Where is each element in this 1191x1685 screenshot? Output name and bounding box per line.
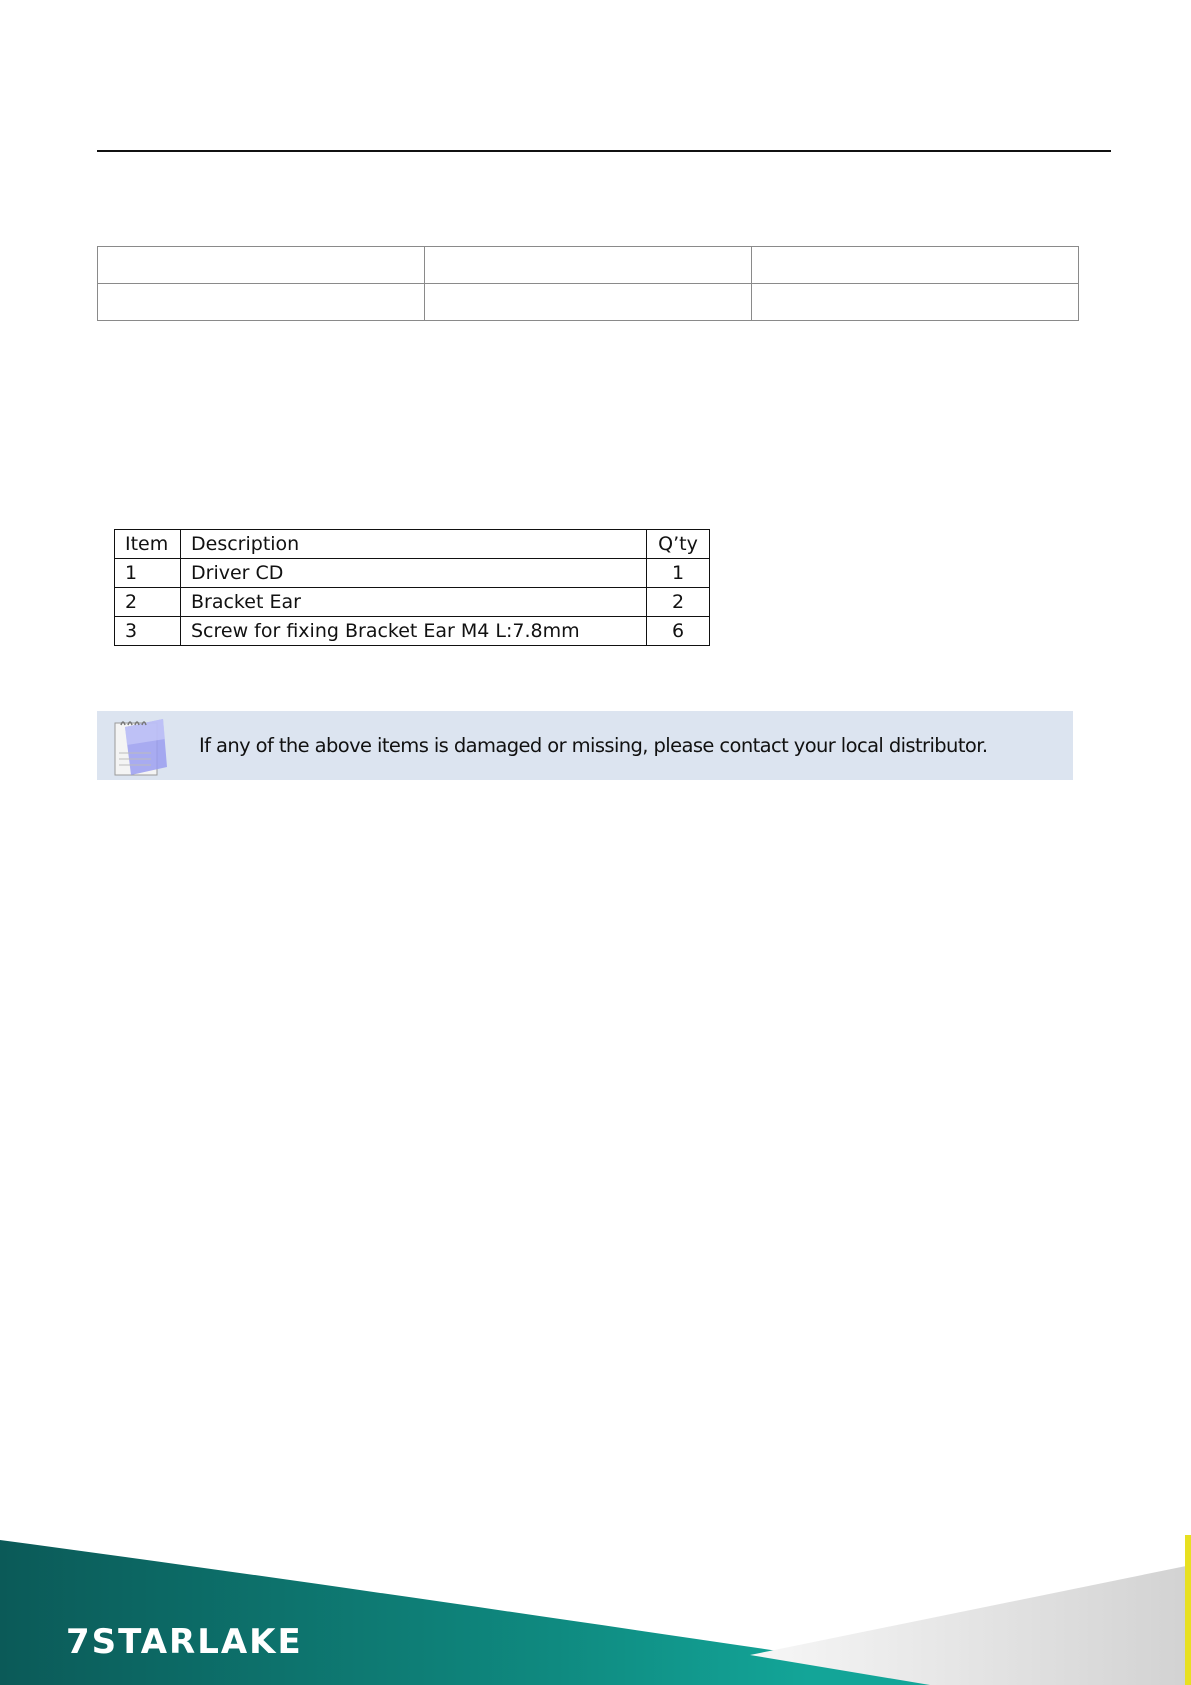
table-row	[115, 617, 710, 646]
table-cell	[752, 284, 1079, 321]
blank-info-table	[97, 246, 1079, 321]
description-cell: Driver CD	[181, 559, 647, 588]
column-header-qty: Q’ty	[647, 530, 710, 559]
table-cell	[752, 247, 1079, 284]
item-cell: 2	[115, 588, 181, 617]
table-row	[98, 247, 1079, 284]
column-header-item: Item	[115, 530, 181, 559]
header-rule	[97, 150, 1111, 152]
table-row	[98, 284, 1079, 321]
package-contents-table	[114, 529, 710, 646]
table-row	[115, 559, 710, 588]
qty-cell: 6	[647, 617, 710, 646]
item-cell: 1	[115, 559, 181, 588]
table-cell	[98, 247, 425, 284]
note-text: If any of the above items is damaged or missing, please contact your local distributor.	[199, 734, 988, 757]
qty-cell: 1	[647, 559, 710, 588]
table-cell	[425, 284, 752, 321]
qty-cell: 2	[647, 588, 710, 617]
table-header-row	[115, 530, 710, 559]
column-header-description: Description	[181, 530, 647, 559]
company-logo: 7STARLAKE	[66, 1622, 303, 1662]
description-cell: Screw for fixing Bracket Ear M4 L:7.8mm	[181, 617, 647, 646]
notepad-icon	[111, 713, 169, 779]
table-cell	[425, 247, 752, 284]
note-box	[97, 711, 1073, 780]
table-row	[115, 588, 710, 617]
item-cell: 3	[115, 617, 181, 646]
description-cell: Bracket Ear	[181, 588, 647, 617]
table-cell	[98, 284, 425, 321]
